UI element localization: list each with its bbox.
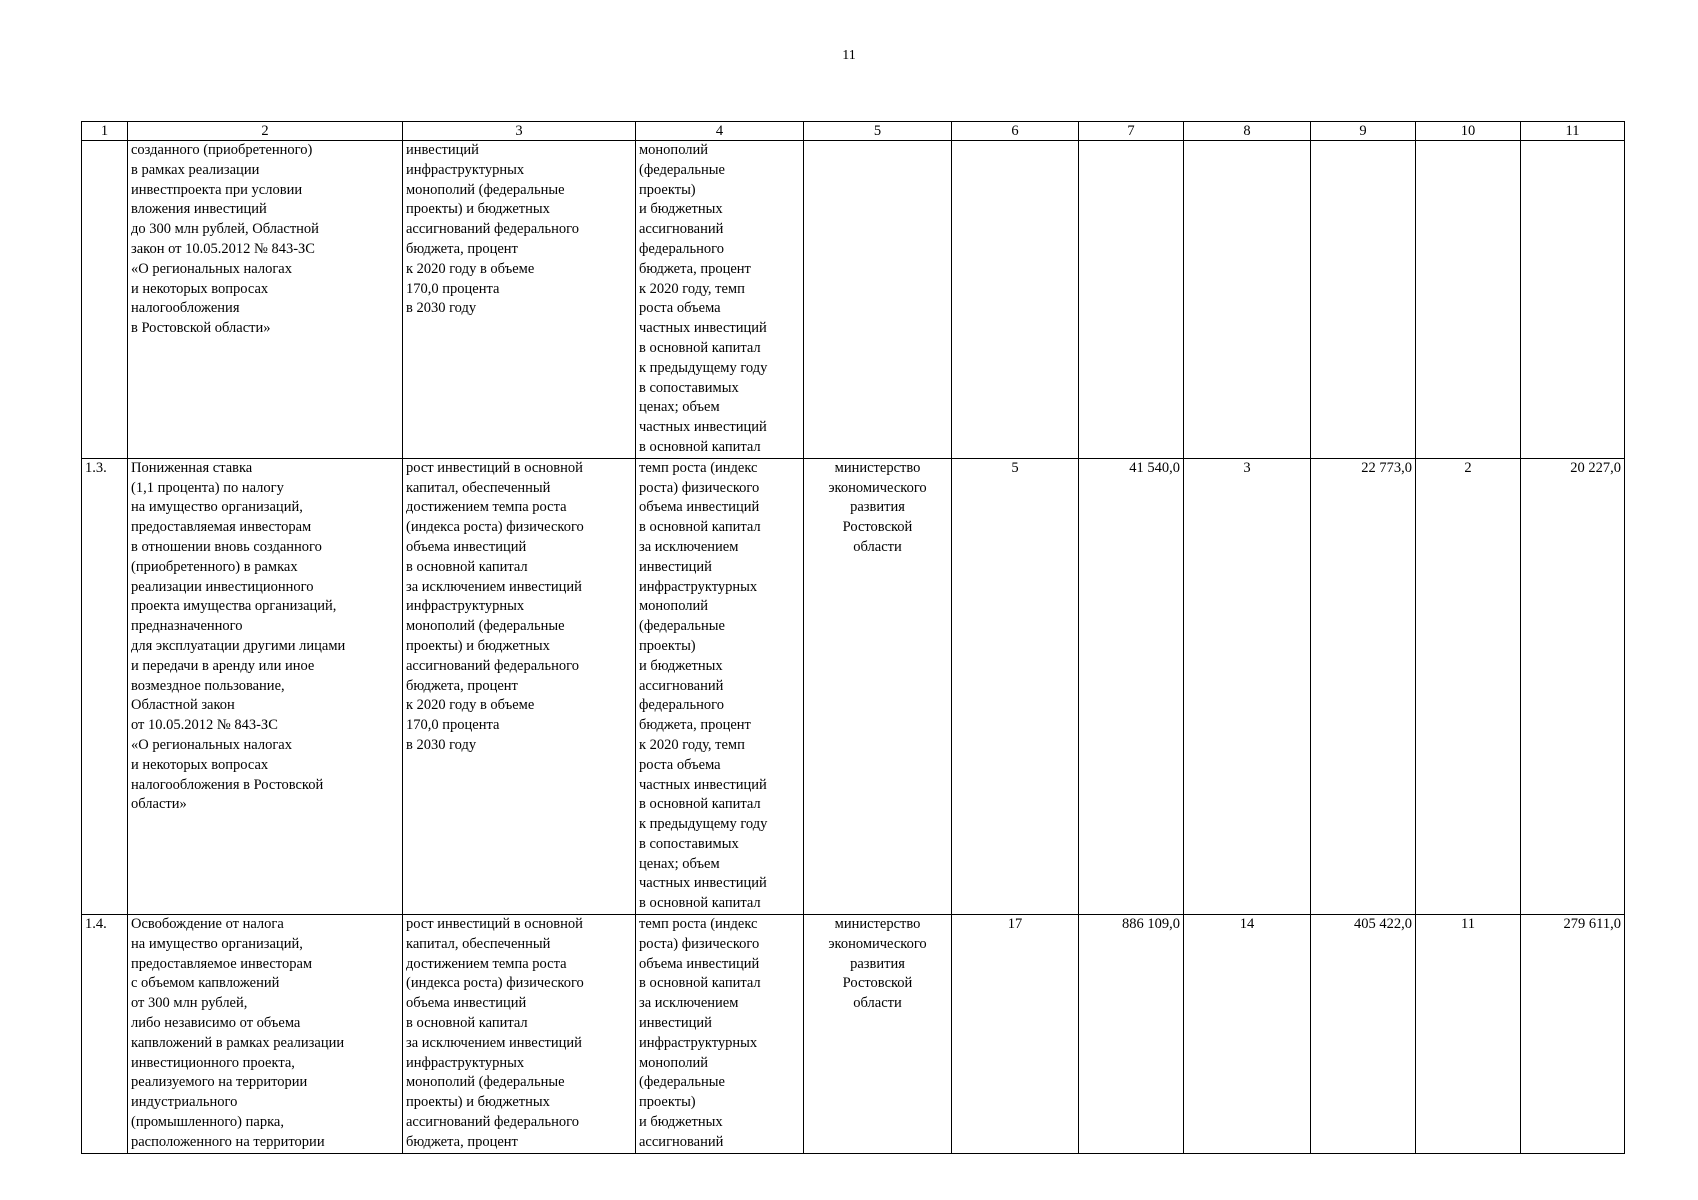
measure-description <box>128 141 403 459</box>
cell-text-line: рост инвестиций в основной <box>406 459 583 476</box>
cell-text-line: монополий <box>639 598 709 615</box>
goal-description <box>403 915 636 1154</box>
cell-text-line: (приобретенного) в рамках <box>131 558 298 575</box>
value-cell: 20 227,0 <box>1521 458 1625 914</box>
cell-text-line: объема инвестиций <box>406 995 527 1012</box>
cell-text-line: федерального <box>639 240 724 257</box>
cell-text-line: проекты) и бюджетных <box>406 637 550 654</box>
cell-text-line: (индекса роста) физического <box>406 975 584 992</box>
indicator-description <box>636 141 804 459</box>
cell-text-line: в основной капитал <box>639 519 761 536</box>
cell-text-line: предназначенного <box>131 618 243 635</box>
cell-text-line: и некоторых вопросах <box>131 756 269 773</box>
cell-text-line: федерального <box>639 697 724 714</box>
cell-text-line: за исключением инвестиций <box>406 1034 582 1051</box>
column-number: 2 <box>128 122 403 141</box>
cell-text-line: темп роста (индекс <box>639 459 758 476</box>
cell-text-line: развития <box>850 499 905 516</box>
curator-cell <box>804 915 952 1154</box>
column-number: 10 <box>1416 122 1521 141</box>
row-number: 1.4. <box>82 915 128 1154</box>
cell-text-line: монополий <box>639 142 709 158</box>
column-number: 9 <box>1311 122 1416 141</box>
value-cell <box>1416 141 1521 459</box>
cell-text-line: «О региональных налогах <box>131 736 292 753</box>
column-number: 11 <box>1521 122 1625 141</box>
table-row <box>82 915 1625 1154</box>
cell-text-line: инвестиций <box>639 1015 712 1032</box>
value-cell <box>1521 141 1625 459</box>
cell-text-line: частных инвестиций <box>639 419 767 436</box>
cell-text-line: ассигнований федерального <box>406 221 579 238</box>
cell-text-line: ценах; объем <box>639 399 720 416</box>
indicator-description <box>636 915 804 1154</box>
cell-text-line: к 2020 году, темп <box>639 280 745 297</box>
cell-text-line: налогообложения <box>131 300 240 317</box>
cell-text-line: в сопоставимых <box>639 835 739 852</box>
cell-text-line: на имущество организаций, <box>131 499 303 516</box>
cell-text-line: расположенного на территории <box>131 1133 325 1150</box>
cell-text-line: в Ростовской области» <box>131 320 271 337</box>
value-cell: 279 611,0 <box>1521 915 1625 1154</box>
cell-text-line: частных инвестиций <box>639 875 767 892</box>
value-cell: 5 <box>952 458 1079 914</box>
cell-text-line: инфраструктурных <box>406 598 525 615</box>
cell-text-line: вложения инвестиций <box>131 201 267 218</box>
column-number-row <box>82 122 1625 141</box>
cell-text-line: реализуемого на территории <box>131 1074 308 1091</box>
cell-text-line: объема инвестиций <box>406 538 527 555</box>
cell-text-line: на имущество организаций, <box>131 935 303 952</box>
cell-text-line: бюджета, процент <box>639 260 751 277</box>
cell-text-line: бюджета, процент <box>406 240 518 257</box>
cell-text-line: министерство <box>834 916 921 933</box>
cell-text-line: предоставляемое инвесторам <box>131 955 313 972</box>
cell-text-line: в основной капитал <box>639 895 761 912</box>
value-cell: 2 <box>1416 458 1521 914</box>
column-number: 7 <box>1079 122 1184 141</box>
cell-text-line: (федеральные <box>639 618 725 635</box>
column-number: 3 <box>403 122 636 141</box>
cell-text-line: и некоторых вопросах <box>131 280 269 297</box>
indicator-description <box>636 458 804 914</box>
table-row <box>82 458 1625 914</box>
cell-text-line: области <box>853 995 902 1012</box>
cell-text-line: объема инвестиций <box>639 955 760 972</box>
cell-text-line: от 300 млн рублей, <box>131 995 248 1012</box>
cell-text-line: рост инвестиций в основной <box>406 916 583 933</box>
cell-text-line: министерство <box>834 459 921 476</box>
cell-text-line: предоставляемая инвесторам <box>131 519 312 536</box>
cell-text-line: проекты) и бюджетных <box>406 201 550 218</box>
value-cell <box>1311 141 1416 459</box>
indicators-table <box>81 121 1625 1154</box>
cell-text-line: и передачи в аренду или иное <box>131 657 315 674</box>
cell-text-line: проекты) <box>639 1094 696 1111</box>
cell-text-line: инфраструктурных <box>406 1054 525 1071</box>
value-cell: 41 540,0 <box>1079 458 1184 914</box>
cell-text-line: от 10.05.2012 № 843-ЗС <box>131 717 278 734</box>
cell-text-line: области <box>853 538 902 555</box>
cell-text-line: экономического <box>828 479 927 496</box>
row-number: 1.3. <box>82 458 128 914</box>
cell-text-line: ассигнований <box>639 221 724 238</box>
value-cell: 17 <box>952 915 1079 1154</box>
cell-text-line: за исключением <box>639 995 739 1012</box>
cell-text-line: (федеральные <box>639 161 725 178</box>
cell-text-line: ассигнований <box>639 1133 724 1150</box>
column-number: 5 <box>804 122 952 141</box>
cell-text-line: «О региональных налогах <box>131 260 292 277</box>
column-number: 1 <box>82 122 128 141</box>
cell-text-line: налогообложения в Ростовской <box>131 776 324 793</box>
cell-text-line: до 300 млн рублей, Областной <box>131 221 319 238</box>
cell-text-line: и бюджетных <box>639 201 723 218</box>
cell-text-line: Ростовской <box>842 975 913 992</box>
cell-text-line: в отношении вновь созданного <box>131 538 322 555</box>
cell-text-line: инфраструктурных <box>406 161 525 178</box>
table-row <box>82 141 1625 459</box>
value-cell: 22 773,0 <box>1311 458 1416 914</box>
cell-text-line: (федеральные <box>639 1074 725 1091</box>
value-cell: 886 109,0 <box>1079 915 1184 1154</box>
page-number: 11 <box>842 48 856 63</box>
cell-text-line: Освобождение от налога <box>131 916 284 933</box>
cell-text-line: достижением темпа роста <box>406 955 567 972</box>
cell-text-line: темп роста (индекс <box>639 916 758 933</box>
cell-text-line: ассигнований федерального <box>406 657 579 674</box>
cell-text-line: бюджета, процент <box>406 677 518 694</box>
value-cell: 405 422,0 <box>1311 915 1416 1154</box>
measure-description <box>128 458 403 914</box>
cell-text-line: экономического <box>828 935 927 952</box>
row-number <box>82 141 128 459</box>
cell-text-line: (промышленного) парка, <box>131 1114 284 1131</box>
cell-text-line: в основной капитал <box>406 1015 528 1032</box>
value-cell: 11 <box>1416 915 1521 1154</box>
cell-text-line: за исключением инвестиций <box>406 578 582 595</box>
cell-text-line: в сопоставимых <box>639 379 739 396</box>
cell-text-line: в основной капитал <box>639 438 761 455</box>
cell-text-line: ассигнований <box>639 677 724 694</box>
cell-text-line: капитал, обеспеченный <box>406 935 551 952</box>
column-number: 4 <box>636 122 804 141</box>
cell-text-line: к предыдущему году <box>639 359 768 376</box>
cell-text-line: монополий <box>639 1054 709 1071</box>
cell-text-line: (1,1 процента) по налогу <box>131 479 284 496</box>
cell-text-line: роста объема <box>639 756 721 773</box>
cell-text-line: развития <box>850 955 905 972</box>
cell-text-line: инвестиций <box>639 558 712 575</box>
value-cell <box>952 141 1079 459</box>
cell-text-line: роста) физического <box>639 479 760 496</box>
cell-text-line: инфраструктурных <box>639 578 758 595</box>
cell-text-line: монополий (федеральные <box>406 181 565 198</box>
cell-text-line: за исключением <box>639 538 739 555</box>
cell-text-line: монополий (федеральные <box>406 1074 565 1091</box>
cell-text-line: объема инвестиций <box>639 499 760 516</box>
cell-text-line: Ростовской <box>842 519 913 536</box>
cell-text-line: в основной капитал <box>406 558 528 575</box>
measure-description <box>128 915 403 1154</box>
cell-text-line: созданного (приобретенного) <box>131 142 313 158</box>
cell-text-line: в 2030 году <box>406 300 477 317</box>
cell-text-line: ценах; объем <box>639 855 720 872</box>
cell-text-line: в основной капитал <box>639 796 761 813</box>
cell-text-line: проекты) <box>639 637 696 654</box>
cell-text-line: закон от 10.05.2012 № 843-ЗС <box>131 240 315 257</box>
value-cell <box>1184 141 1311 459</box>
cell-text-line: в основной капитал <box>639 975 761 992</box>
cell-text-line: и бюджетных <box>639 657 723 674</box>
value-cell <box>1079 141 1184 459</box>
cell-text-line: достижением темпа роста <box>406 499 567 516</box>
column-number: 6 <box>952 122 1079 141</box>
cell-text-line: и бюджетных <box>639 1114 723 1131</box>
cell-text-line: 170,0 процента <box>406 280 500 297</box>
cell-text-line: бюджета, процент <box>406 1133 518 1150</box>
cell-text-line: области» <box>131 796 187 813</box>
value-cell: 14 <box>1184 915 1311 1154</box>
cell-text-line: монополий (федеральные <box>406 618 565 635</box>
cell-text-line: реализации инвестиционного <box>131 578 314 595</box>
cell-text-line: ассигнований федерального <box>406 1114 579 1131</box>
cell-text-line: в рамках реализации <box>131 161 260 178</box>
cell-text-line: инфраструктурных <box>639 1034 758 1051</box>
cell-text-line: к предыдущему году <box>639 816 768 833</box>
cell-text-line: к 2020 году, темп <box>639 736 745 753</box>
cell-text-line: роста) физического <box>639 935 760 952</box>
goal-description <box>403 141 636 459</box>
cell-text-line: в 2030 году <box>406 736 477 753</box>
cell-text-line: частных инвестиций <box>639 320 767 337</box>
cell-text-line: капвложений в рамках реализации <box>131 1034 345 1051</box>
cell-text-line: капитал, обеспеченный <box>406 479 551 496</box>
curator-cell <box>804 141 952 459</box>
cell-text-line: для эксплуатации другими лицами <box>131 637 346 654</box>
cell-text-line: Пониженная ставка <box>131 459 253 476</box>
cell-text-line: роста объема <box>639 300 721 317</box>
cell-text-line: частных инвестиций <box>639 776 767 793</box>
curator-cell <box>804 458 952 914</box>
cell-text-line: инвестиционного проекта, <box>131 1054 295 1071</box>
cell-text-line: возмездное пользование, <box>131 677 285 694</box>
goal-description <box>403 458 636 914</box>
cell-text-line: бюджета, процент <box>639 717 751 734</box>
cell-text-line: к 2020 году в объеме <box>406 260 535 277</box>
cell-text-line: Областной закон <box>131 697 235 714</box>
cell-text-line: с объемом капвложений <box>131 975 280 992</box>
cell-text-line: в основной капитал <box>639 339 761 356</box>
cell-text-line: проекта имущества организаций, <box>131 598 337 615</box>
cell-text-line: инвестпроекта при условии <box>131 181 303 198</box>
cell-text-line: 170,0 процента <box>406 717 500 734</box>
cell-text-line: инвестиций <box>406 142 479 158</box>
value-cell: 3 <box>1184 458 1311 914</box>
cell-text-line: проекты) <box>639 181 696 198</box>
cell-text-line: индустриального <box>131 1094 238 1111</box>
column-number: 8 <box>1184 122 1311 141</box>
cell-text-line: (индекса роста) физического <box>406 519 584 536</box>
cell-text-line: проекты) и бюджетных <box>406 1094 550 1111</box>
cell-text-line: к 2020 году в объеме <box>406 697 535 714</box>
cell-text-line: либо независимо от объема <box>131 1015 301 1032</box>
